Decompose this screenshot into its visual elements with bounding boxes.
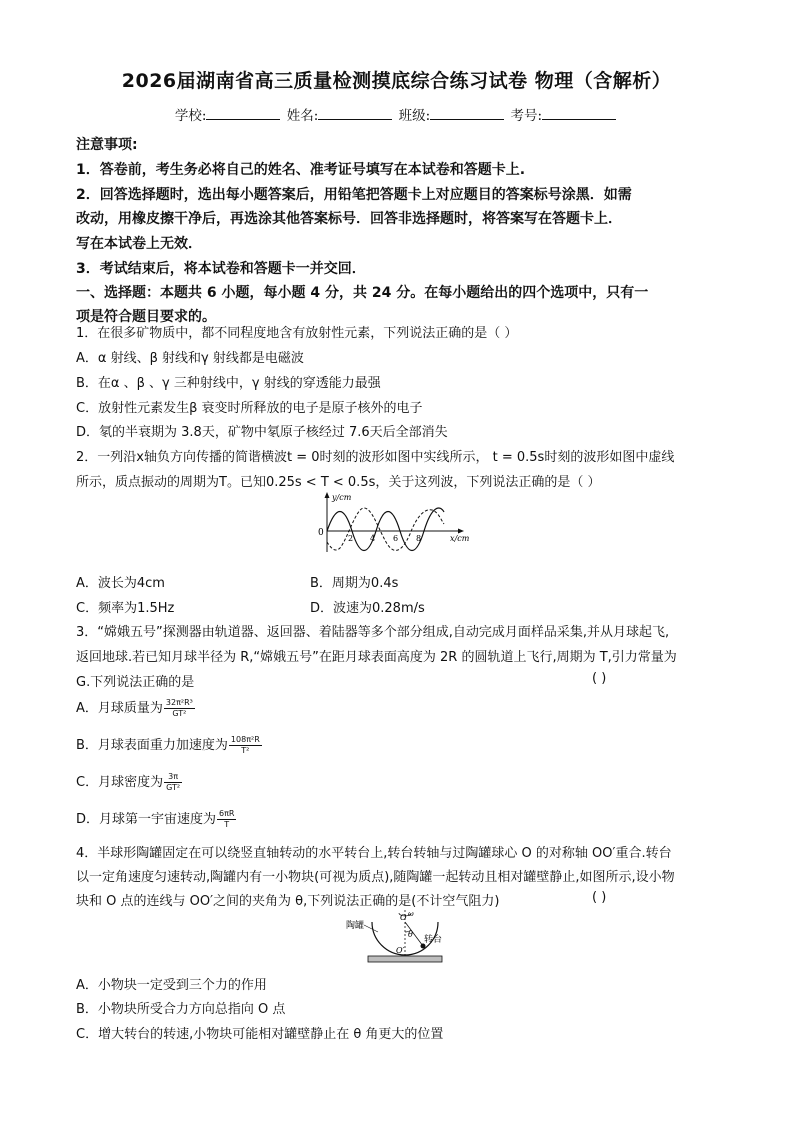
q3-stem-end: G.下列说法正确的是: [76, 675, 195, 690]
notice-item-2: 2．回答选择题时，选出每小题答案后，用铅笔把答题卡上对应题目的答案标号涂黑．如需: [76, 187, 632, 203]
q3-stem: 3．“嫦娥五号”探测器由轨道器、返回器、着陆器等多个部分组成,自动完成月面样品采集,并从月球起飞,: [76, 625, 670, 640]
x-tick-8: 8: [416, 534, 422, 543]
q3-option-a-text: A．月球质量为: [76, 701, 163, 716]
q2-option-a: A．波长为4cm: [76, 576, 165, 591]
q3-option-b-numerator: 108π²R: [230, 735, 260, 744]
name-label: 姓名:: [286, 108, 319, 124]
exam-number-blank[interactable]: [542, 107, 616, 120]
q3-option-a: [76, 697, 195, 719]
notice-item-2-cont: 改动，用橡皮擦干净后，再选涂其他答案标号．回答非选择题时，将答案写在答题卡上．: [76, 211, 622, 227]
omega-label: ω: [408, 910, 414, 918]
name-blank[interactable]: [318, 107, 392, 120]
jar-figure: [340, 908, 470, 966]
q3-option-d-denominator: T: [224, 820, 230, 829]
wave-figure: [310, 490, 480, 554]
q4-option-b: B．小物块所受合力方向总指向 O 点: [76, 1002, 286, 1017]
q3-option-d-numerator: 6πR: [219, 809, 235, 818]
class-blank[interactable]: [430, 107, 504, 120]
exam-number-label: 考号:: [510, 108, 543, 124]
x-tick-2: 2: [348, 534, 354, 543]
q3-option-d-formula: [217, 809, 236, 830]
q4-stem-end: 块和 O 点的连线与 OO′之间的夹角为 θ,下列说法正确的是(不计空气阻力): [76, 894, 500, 909]
student-info-line: [0, 104, 793, 124]
q3-option-c-text: C．月球密度为: [76, 775, 164, 790]
q1-option-d: D．氡的半衰期为 3.8天，矿物中氡原子核经过 7.6天后全部消失: [76, 425, 448, 440]
q3-option-a-formula: [164, 698, 195, 719]
q2-option-b: B．周期为0.4s: [310, 576, 399, 591]
school-label: 学校:: [174, 108, 207, 124]
q4-stem: 4．半球形陶罐固定在可以绕竖直轴转动的水平转台上,转台转轴与过陶罐球心 O 的对称轴 OO′重合.转台: [76, 846, 672, 861]
section-heading-cont: 项是符合题目要求的。: [76, 309, 216, 325]
q1-option-a: A．α 射线、β 射线和γ 射线都是电磁波: [76, 351, 304, 366]
turntable: [368, 956, 442, 962]
q3-option-a-numerator: 32π²R³: [165, 698, 193, 707]
notice-heading: 注意事项:: [76, 137, 138, 153]
q3-stem-cont: 返回地球.若已知月球半径为 R,“嫦娥五号”在距月球表面高度为 2R 的圆轨道上飞行,周期为 T,引力常量为: [76, 650, 677, 665]
q3-answer-paren: ( ): [592, 671, 607, 686]
q3-option-c-denominator: GT²: [166, 783, 181, 792]
q1-option-b: B．在α 、β 、γ 三种射线中，γ 射线的穿透能力最强: [76, 376, 381, 391]
notice-item-1: 1．答卷前，考生务必将自己的姓名、准考证号填写在本试卷和答题卡上.: [76, 162, 526, 178]
q2-stem-cont: 所示，质点振动的周期为T。已知0.25s < T < 0.5s，关于这列波，下列说法正确的是（ ）: [76, 475, 601, 490]
q3-option-d-text: D．月球第一宇宙速度为: [76, 812, 217, 827]
q4-stem-cont: 以一定角速度匀速转动,陶罐内有一小物块(可视为质点),随陶罐一起转动且相对罐壁静止,如图所示,设小物: [76, 870, 675, 885]
y-axis-label: y/cm: [332, 493, 352, 502]
x-axis-label: x/cm: [450, 534, 470, 543]
notice-item-3: 3．考试结束后，将本试卷和答题卡一并交回．: [76, 261, 366, 277]
q3-option-d: [76, 808, 236, 830]
q3-option-b-text: B．月球表面重力加速度为: [76, 738, 228, 753]
notice-item-2-end: 写在本试卷上无效．: [76, 236, 202, 252]
jar-label: 陶罐: [346, 921, 365, 931]
q3-option-a-denominator: GT²: [172, 709, 187, 718]
q3-option-b-denominator: T²: [241, 746, 250, 755]
section-heading: 一、选择题：本题共 6 小题，每小题 4 分，共 24 分。在每小题给出的四个选项中，只有一: [76, 285, 649, 301]
q1-stem: 1．在很多矿物质中，都不同程度地含有放射性元素，下列说法正确的是（ ）: [76, 326, 518, 341]
q2-option-d: D．波速为0.28m/s: [310, 601, 425, 616]
q2-stem: 2．一列沿x轴负方向传播的简谐横波t = 0时刻的波形如图中实线所示， t = 0.5s时刻的波形如图中虚线: [76, 450, 675, 465]
q3-option-b-formula: [229, 735, 262, 756]
table-label: 转台: [424, 935, 443, 945]
wave-solid-t0: [327, 508, 444, 550]
q3-option-c-formula: [164, 772, 182, 793]
o-label: O: [400, 913, 407, 922]
q4-answer-paren: ( ): [592, 890, 607, 905]
school-blank[interactable]: [206, 107, 280, 120]
q4-option-a: A．小物块一定受到三个力的作用: [76, 978, 267, 993]
q1-option-c: C．放射性元素发生β 衰变时所释放的电子是原子核外的电子: [76, 401, 423, 416]
o-prime-label: O′: [396, 946, 405, 955]
q3-option-c: [76, 771, 182, 793]
origin-label: 0: [318, 528, 324, 538]
exam-title: 2026届湖南省高三质量检测摸底综合练习试卷 物理（含解析）: [121, 70, 672, 92]
x-tick-4: 4: [370, 534, 376, 543]
q4-option-c: C．增大转台的转速,小物块可能相对罐壁静止在 θ 角更大的位置: [76, 1027, 444, 1042]
q2-option-c: C．频率为1.5Hz: [76, 601, 175, 616]
q3-option-b: [76, 734, 262, 756]
class-label: 班级:: [398, 108, 431, 124]
x-tick-6: 6: [393, 534, 399, 543]
q3-option-c-numerator: 3π: [164, 772, 182, 783]
theta-label: θ: [408, 930, 413, 939]
